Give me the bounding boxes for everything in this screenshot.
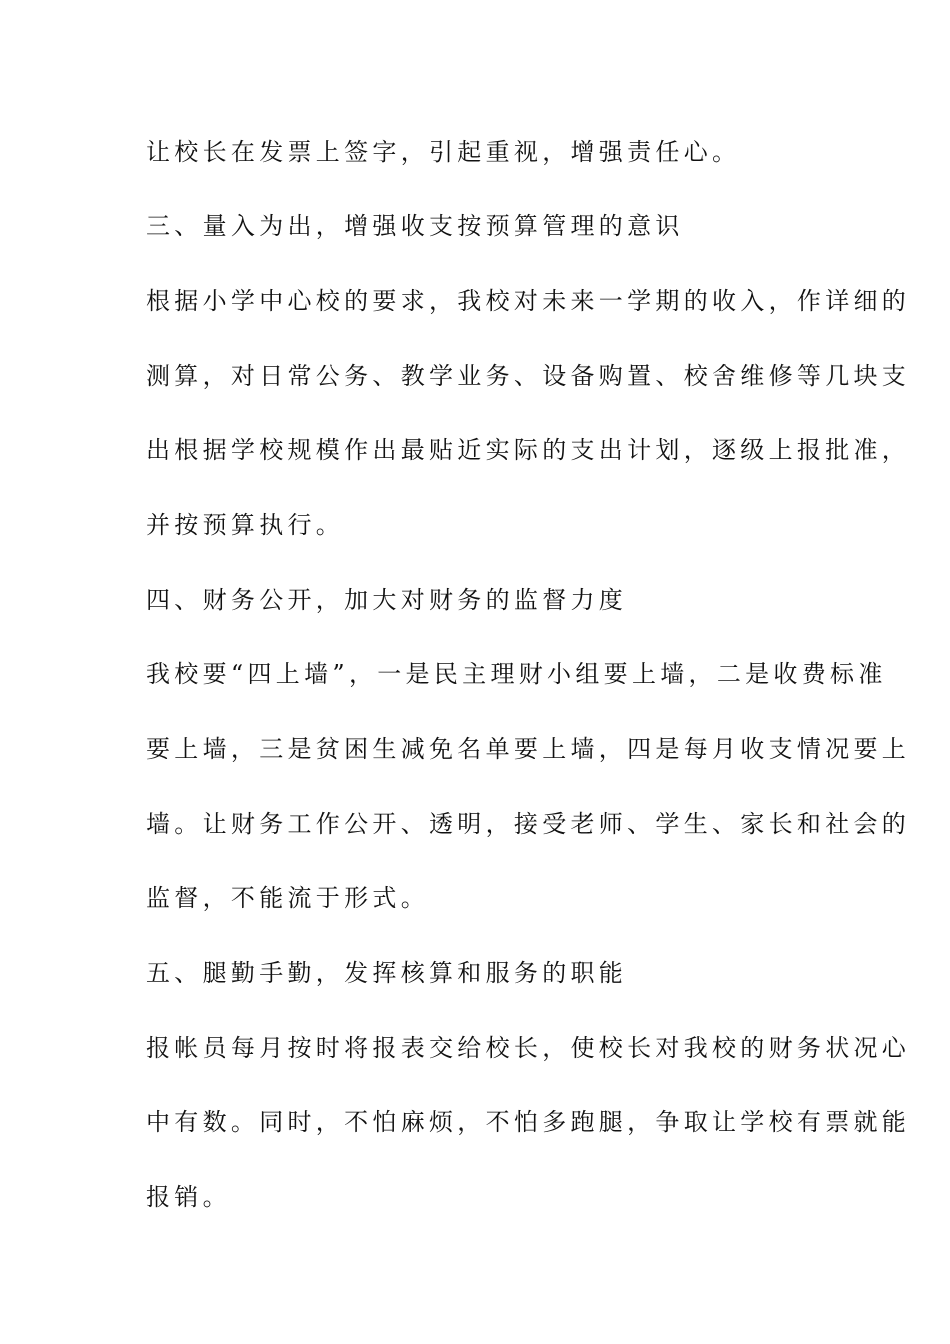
paragraph-line: 我校要“四上墙”，一是民主理财小组要上墙，二是收费标准	[146, 660, 887, 688]
section-heading-5: 五、腿勤手勤，发挥核算和服务的职能	[146, 959, 628, 987]
paragraph-line: 墙。让财务工作公开、透明，接受老师、学生、家长和社会的	[146, 810, 911, 838]
paragraph-line: 出根据学校规模作出最贴近实际的支出计划，逐级上报批准，	[146, 436, 911, 464]
paragraph-line: 监督，不能流于形式。	[146, 884, 429, 912]
section-heading-3: 三、量入为出，增强收支按预算管理的意识	[146, 212, 684, 240]
paragraph-line: 让校长在发票上签字，引起重视，增强责任心。	[146, 138, 741, 166]
paragraph-line: 报帐员每月按时将报表交给校长，使校长对我校的财务状况心	[146, 1034, 911, 1062]
paragraph-line: 要上墙，三是贫困生减免名单要上墙，四是每月收支情况要上	[146, 735, 911, 763]
paragraph-line: 报销。	[146, 1183, 231, 1211]
section-heading-4: 四、财务公开，加大对财务的监督力度	[146, 586, 628, 614]
paragraph-line: 并按预算执行。	[146, 511, 345, 539]
paragraph-line: 中有数。同时，不怕麻烦，不怕多跑腿，争取让学校有票就能	[146, 1108, 911, 1136]
paragraph-line: 根据小学中心校的要求，我校对未来一学期的收入，作详细的	[146, 287, 911, 315]
paragraph-line: 测算，对日常公务、教学业务、设备购置、校舍维修等几块支	[146, 362, 911, 390]
